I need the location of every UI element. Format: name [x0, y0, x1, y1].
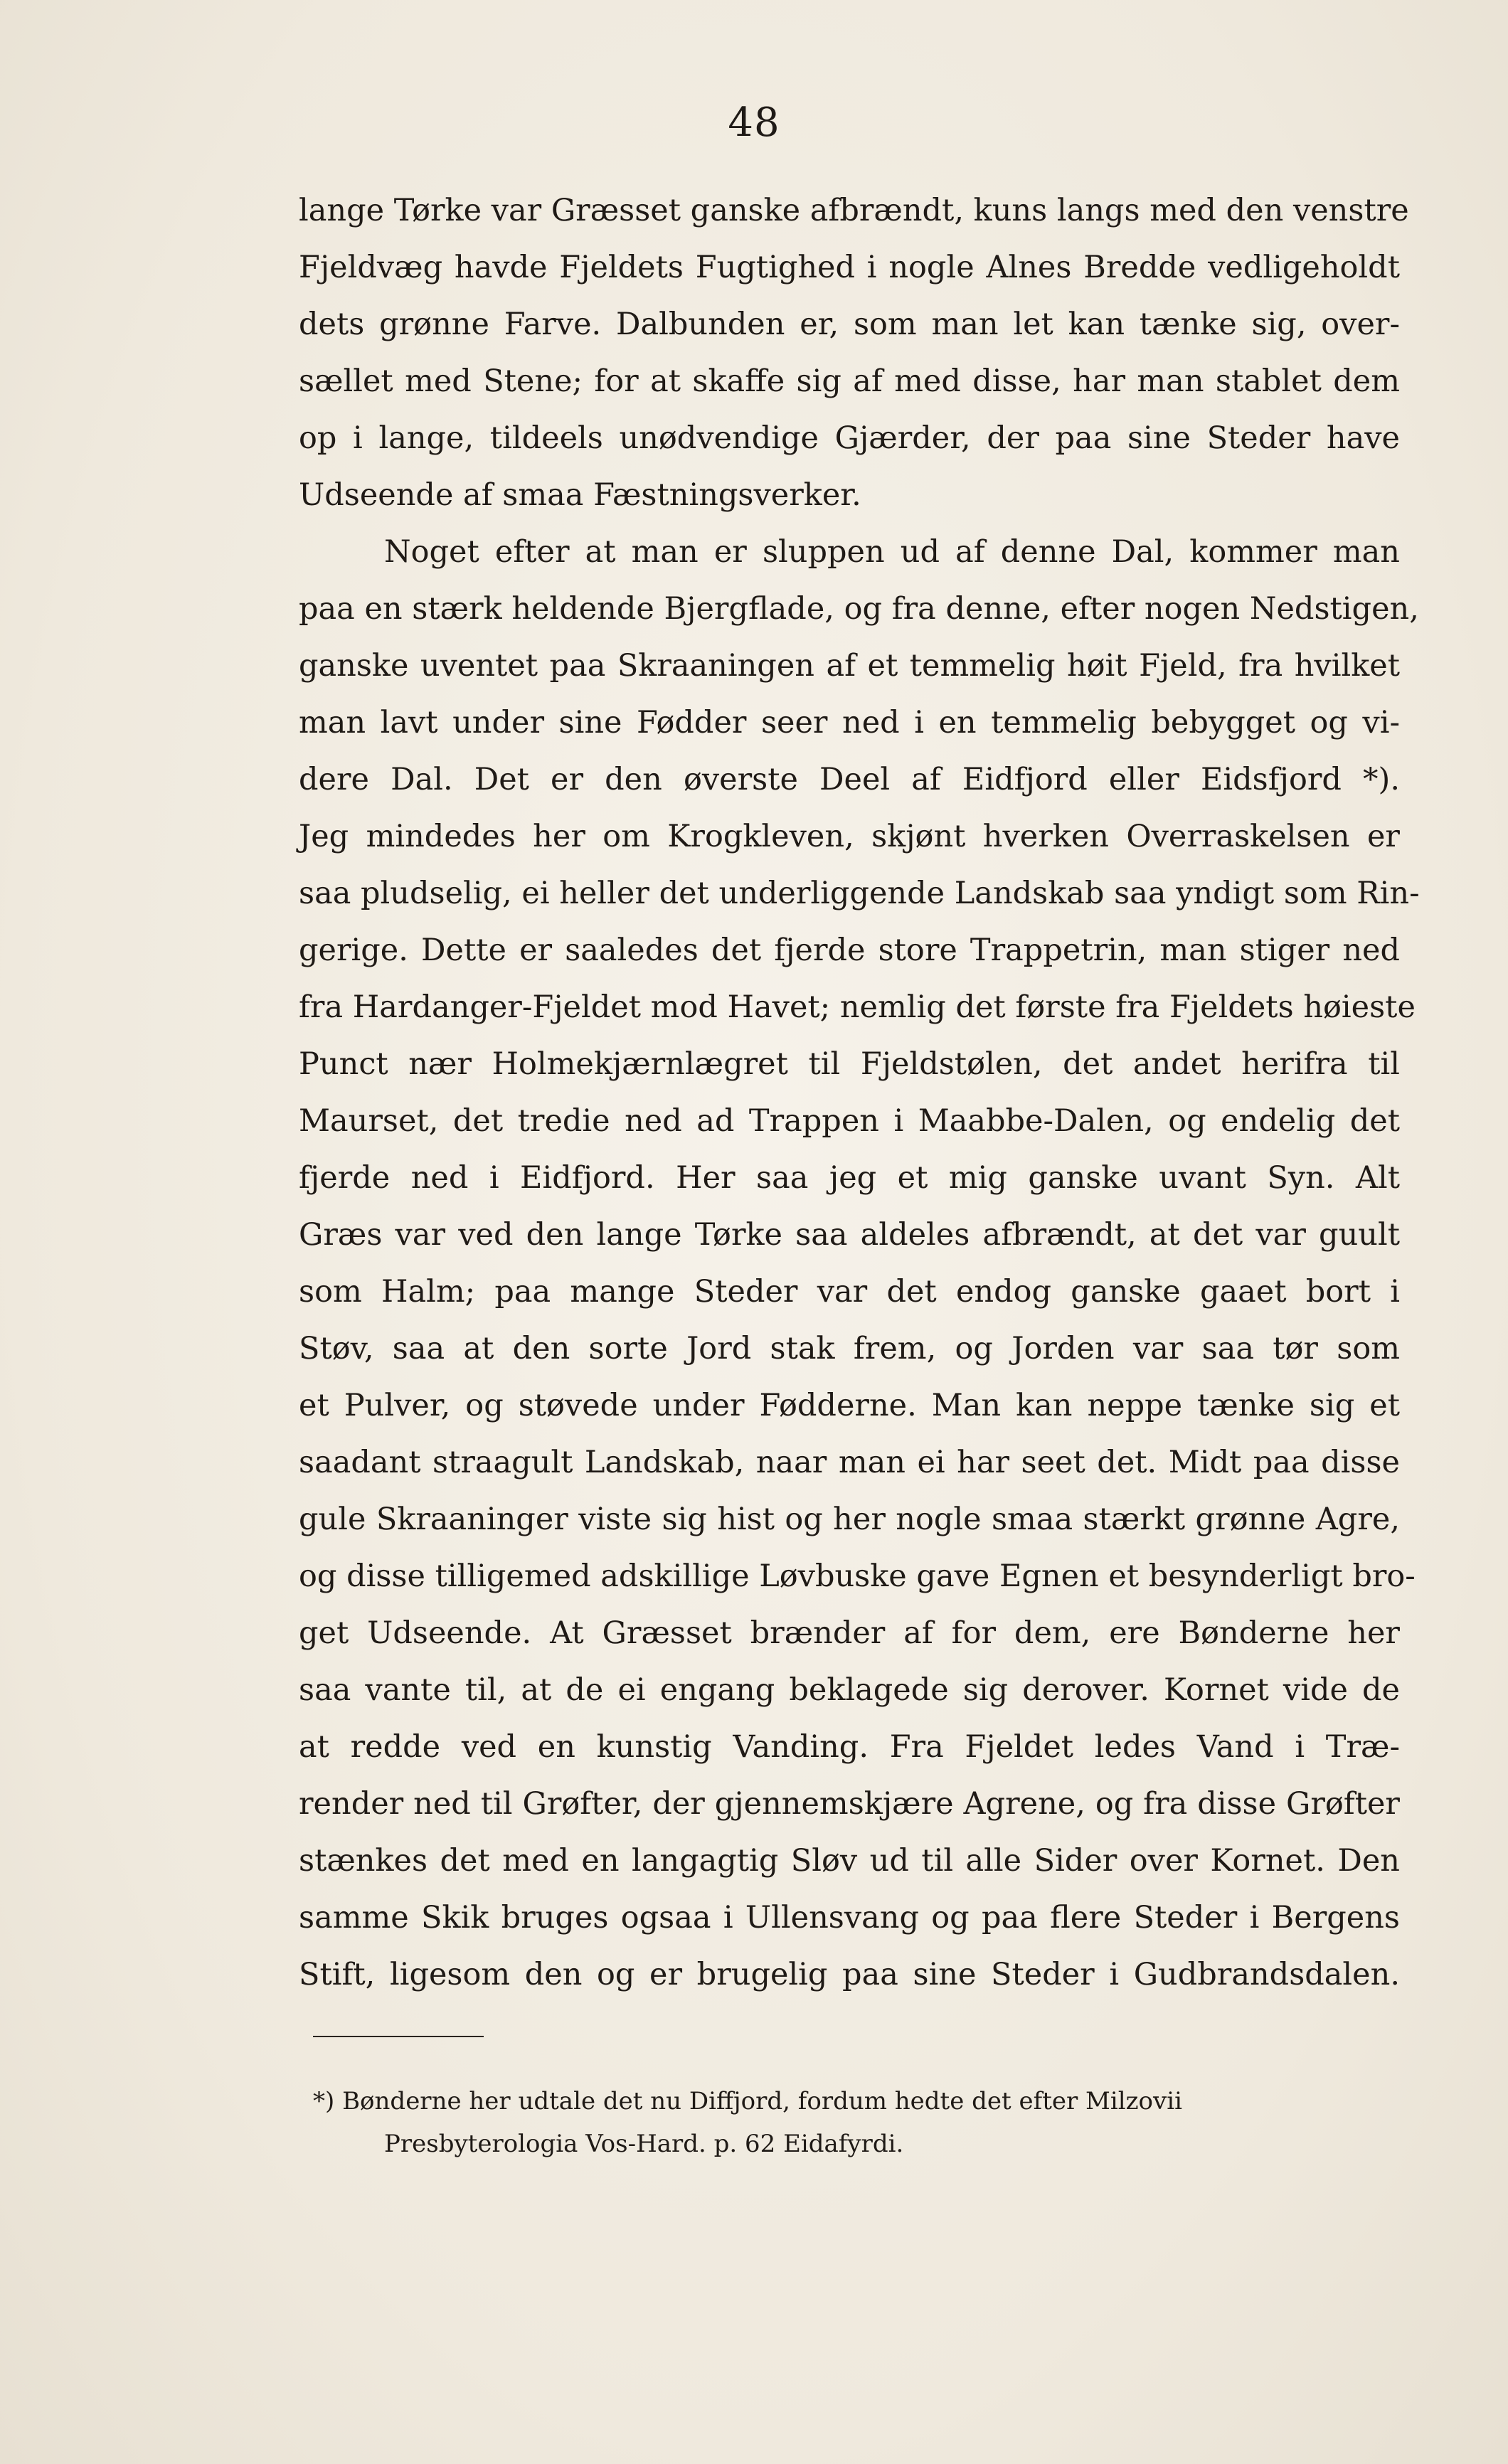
- text-line: som Halm; paa mange Steder var det endog ganske gaaet bort i: [299, 1274, 1400, 1310]
- text-line: samme Skik bruges ogsaa i Ullensvang og paa flere Steder i Bergens: [299, 1900, 1400, 1935]
- text-line: fjerde ned i Eidfjord. Her saa jeg et mig ganske uvant Syn. Alt: [299, 1160, 1400, 1196]
- text-line: Udseende af smaa Fæstningsverker.: [299, 477, 861, 513]
- text-line: Punct nær Holmekjærnlægret til Fjeldstølen, det andet herifra til: [299, 1046, 1400, 1082]
- text-line: man lavt under sine Fødder seer ned i en temmelig bebygget og vi-: [299, 705, 1400, 740]
- text-line: saadant straagult Landskab, naar man ei har seet det. Midt paa disse: [299, 1445, 1400, 1480]
- footnote: [313, 2080, 1408, 2165]
- text-line: Noget efter at man er sluppen ud af denne Dal, kommer man: [384, 534, 1400, 570]
- text-line: lange Tørke var Græsset ganske afbrændt, kuns langs med den venstre: [299, 193, 1409, 228]
- footnote-line: Presbyterologia Vos-Hard. p. 62 Eidafyrdi.: [384, 2130, 904, 2158]
- text-line: get Udseende. At Græsset brænder af for dem, ere Bønderne her: [299, 1615, 1400, 1651]
- text-line: og disse tilligemed adskillige Løvbuske gave Egnen et besynderligt bro-: [299, 1558, 1416, 1594]
- text-line: Jeg mindedes her om Krogkleven, skjønt hverken Overraskelsen er: [299, 819, 1400, 854]
- text-line: paa en stærk heldende Bjergflade, og fra denne, efter nogen Nedstigen,: [299, 591, 1419, 627]
- footnote-line: *) Bønderne her udtale det nu Diffjord, fordum hedte det efter Milzovii: [313, 2087, 1182, 2115]
- text-line: gule Skraaninger viste sig hist og her nogle smaa stærkt grønne Agre,: [299, 1502, 1400, 1537]
- text-line: et Pulver, og støvede under Fødderne. Man kan neppe tænke sig et: [299, 1388, 1400, 1423]
- text-line: at redde ved en kunstig Vanding. Fra Fjeldet ledes Vand i Træ-: [299, 1729, 1400, 1765]
- text-line: render ned til Grøfter, der gjennemskjære Agrene, og fra disse Grøfter: [299, 1786, 1400, 1822]
- text-line: Maurset, det tredie ned ad Trappen i Maabbe-Dalen, og endelig det: [299, 1103, 1400, 1139]
- page-number: 48: [728, 100, 780, 146]
- text-line: op i lange, tildeels unødvendige Gjærder, der paa sine Steder have: [299, 420, 1400, 456]
- text-line: sællet med Stene; for at skaffe sig af med disse, har man stablet dem: [299, 363, 1400, 399]
- text-line: gerige. Dette er saaledes det fjerde store Trappetrin, man stiger ned: [299, 933, 1400, 968]
- text-line: Græs var ved den lange Tørke saa aldeles afbrændt, at det var guult: [299, 1217, 1400, 1253]
- text-line: saa vante til, at de ei engang beklagede sig derover. Kornet vide de: [299, 1672, 1400, 1708]
- text-line: fra Hardanger-Fjeldet mod Havet; nemlig det første fra Fjeldets høieste: [299, 989, 1416, 1025]
- footnote-divider: [313, 2036, 484, 2037]
- text-line: Stift, ligesom den og er brugelig paa sine Steder i Gudbrandsdalen.: [299, 1957, 1400, 1992]
- text-line: Støv, saa at den sorte Jord stak frem, og Jorden var saa tør som: [299, 1331, 1400, 1366]
- text-line: stænkes det med en langagtig Sløv ud til alle Sider over Kornet. Den: [299, 1843, 1400, 1879]
- body-text: [299, 182, 1420, 2003]
- text-line: dets grønne Farve. Dalbunden er, som man let kan tænke sig, over-: [299, 307, 1400, 342]
- text-line: saa pludselig, ei heller det underliggende Landskab saa yndigt som Rin-: [299, 876, 1420, 911]
- text-line: dere Dal. Det er den øverste Deel af Eidfjord eller Eidsfjord *).: [299, 762, 1400, 797]
- text-line: ganske uventet paa Skraaningen af et temmelig høit Fjeld, fra hvilket: [299, 648, 1400, 684]
- text-line: Fjeldvæg havde Fjeldets Fugtighed i nogle Alnes Bredde vedligeholdt: [299, 250, 1400, 285]
